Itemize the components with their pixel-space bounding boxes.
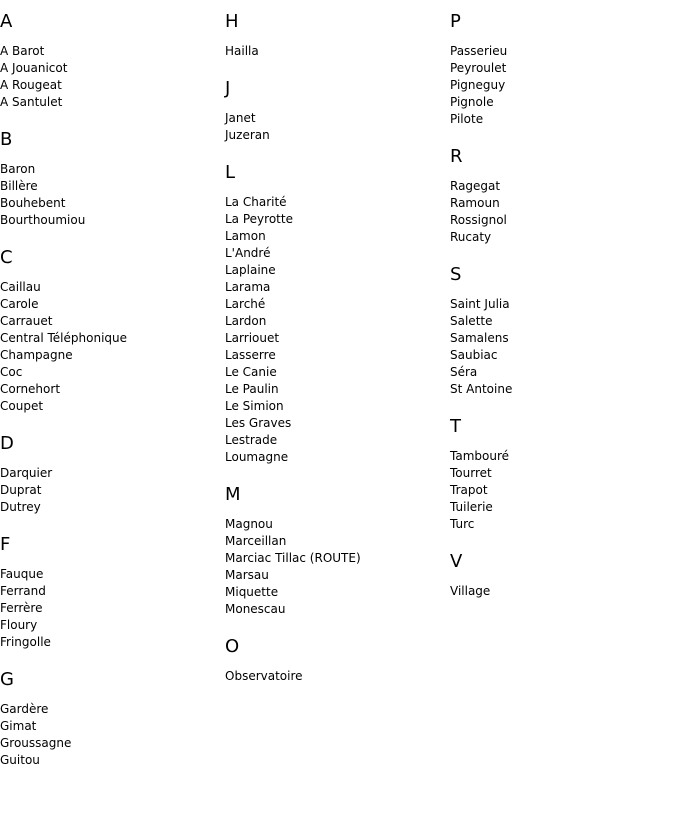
list-item[interactable]: Coupet bbox=[0, 399, 44, 413]
list-item[interactable]: Ferrand bbox=[0, 584, 46, 598]
list-item[interactable]: Lamon bbox=[225, 229, 266, 243]
name-list bbox=[0, 279, 225, 415]
list-item[interactable]: Champagne bbox=[0, 348, 73, 362]
list-item[interactable]: Le Simion bbox=[225, 399, 284, 413]
name-list bbox=[0, 701, 225, 769]
list-item[interactable]: Marceillan bbox=[225, 534, 287, 548]
list-item[interactable]: Larché bbox=[225, 297, 266, 311]
name-list bbox=[450, 583, 675, 600]
list-item[interactable]: Pignole bbox=[450, 95, 494, 109]
letter-group bbox=[0, 12, 225, 111]
list-item[interactable]: Trapot bbox=[450, 483, 488, 497]
name-list bbox=[0, 465, 225, 516]
letter-group bbox=[450, 552, 675, 600]
list-item[interactable]: Dutrey bbox=[0, 500, 41, 514]
name-list bbox=[225, 43, 450, 60]
list-item[interactable]: Central Téléphonique bbox=[0, 331, 128, 345]
list-item[interactable]: Juzeran bbox=[225, 128, 270, 142]
list-item[interactable]: Billère bbox=[0, 179, 38, 193]
list-item[interactable]: Rossignol bbox=[450, 213, 507, 227]
list-item[interactable]: St Antoine bbox=[450, 382, 513, 396]
letter-heading: J bbox=[225, 78, 231, 99]
letter-heading: A bbox=[0, 11, 13, 32]
list-item[interactable]: Les Graves bbox=[225, 416, 292, 430]
list-item[interactable]: L'André bbox=[225, 246, 271, 260]
letter-group bbox=[225, 12, 450, 60]
list-item[interactable]: Samalens bbox=[450, 331, 509, 345]
list-item[interactable]: Turc bbox=[450, 517, 475, 531]
name-list bbox=[450, 178, 675, 246]
list-item[interactable]: Gimat bbox=[0, 719, 37, 733]
name-list bbox=[450, 43, 675, 128]
letter-group bbox=[225, 163, 450, 466]
name-list bbox=[0, 161, 225, 229]
list-item[interactable]: Cornehort bbox=[0, 382, 61, 396]
letter-group bbox=[0, 130, 225, 229]
list-item[interactable]: A Rougeat bbox=[0, 78, 62, 92]
list-item[interactable]: Darquier bbox=[0, 466, 53, 480]
name-list bbox=[225, 668, 450, 685]
list-item[interactable]: A Santulet bbox=[0, 95, 63, 109]
list-item[interactable]: Groussagne bbox=[0, 736, 72, 750]
list-item[interactable]: Gardère bbox=[0, 702, 49, 716]
letter-heading: D bbox=[0, 433, 14, 454]
list-item[interactable]: Hailla bbox=[225, 44, 259, 58]
list-item[interactable]: Bourthoumiou bbox=[0, 213, 86, 227]
list-item[interactable]: Fauque bbox=[0, 567, 44, 581]
letter-heading: F bbox=[0, 534, 11, 555]
letter-group bbox=[225, 485, 450, 618]
list-item[interactable]: Saint Julia bbox=[450, 297, 510, 311]
list-item[interactable]: Peyroulet bbox=[450, 61, 507, 75]
letter-heading: L bbox=[225, 162, 236, 183]
list-item[interactable]: Pigneguy bbox=[450, 78, 506, 92]
list-item[interactable]: Monescau bbox=[225, 602, 286, 616]
list-item[interactable]: Tambouré bbox=[450, 449, 510, 463]
list-item[interactable]: Janet bbox=[225, 111, 256, 125]
list-item[interactable]: Caillau bbox=[0, 280, 41, 294]
list-item[interactable]: Carole bbox=[0, 297, 39, 311]
list-item[interactable]: Le Canie bbox=[225, 365, 277, 379]
list-item[interactable]: A Barot bbox=[0, 44, 45, 58]
letter-group bbox=[450, 147, 675, 246]
list-item[interactable]: Ferrère bbox=[0, 601, 43, 615]
list-item[interactable]: Floury bbox=[0, 618, 38, 632]
list-item[interactable]: Laplaine bbox=[225, 263, 276, 277]
list-item[interactable]: Larama bbox=[225, 280, 271, 294]
list-item[interactable]: Marsau bbox=[225, 568, 269, 582]
list-item[interactable]: Lardon bbox=[225, 314, 267, 328]
list-item[interactable]: A Jouanicot bbox=[0, 61, 68, 75]
letter-group bbox=[225, 637, 450, 685]
list-item[interactable]: Observatoire bbox=[225, 669, 303, 683]
list-item[interactable]: Lasserre bbox=[225, 348, 276, 362]
name-list bbox=[225, 110, 450, 144]
name-list bbox=[0, 43, 225, 111]
letter-heading: B bbox=[0, 129, 13, 150]
letter-group bbox=[0, 248, 225, 415]
letter-group bbox=[225, 79, 450, 144]
letter-heading: M bbox=[225, 484, 241, 505]
letter-group bbox=[0, 434, 225, 516]
letter-heading: T bbox=[450, 416, 461, 437]
letter-heading: S bbox=[450, 264, 462, 285]
letter-heading: R bbox=[450, 146, 463, 167]
letter-group bbox=[450, 12, 675, 128]
letter-heading: O bbox=[225, 636, 240, 657]
list-item[interactable]: Saubiac bbox=[450, 348, 498, 362]
letter-heading: C bbox=[0, 247, 13, 268]
list-item[interactable]: Carrauet bbox=[0, 314, 53, 328]
name-list bbox=[225, 516, 450, 618]
list-item[interactable]: Passerieu bbox=[450, 44, 508, 58]
list-item[interactable]: Duprat bbox=[0, 483, 42, 497]
name-list bbox=[0, 566, 225, 651]
index-column-1 bbox=[0, 12, 225, 788]
letter-heading: H bbox=[225, 11, 239, 32]
letter-heading: G bbox=[0, 669, 14, 690]
list-item[interactable]: Lestrade bbox=[225, 433, 278, 447]
letter-group bbox=[0, 670, 225, 769]
list-item[interactable]: Miquette bbox=[225, 585, 279, 599]
list-item[interactable]: Loumagne bbox=[225, 450, 289, 464]
letter-heading: P bbox=[450, 11, 461, 32]
list-item[interactable]: Marciac Tillac (ROUTE) bbox=[225, 551, 361, 565]
list-item[interactable]: Le Paulin bbox=[225, 382, 279, 396]
list-item[interactable]: Séra bbox=[450, 365, 478, 379]
list-item[interactable]: Pilote bbox=[450, 112, 484, 126]
list-item[interactable]: Fringolle bbox=[0, 635, 51, 649]
list-item[interactable]: Tuilerie bbox=[450, 500, 493, 514]
list-item[interactable]: Guitou bbox=[0, 753, 40, 767]
list-item[interactable]: Bouhebent bbox=[0, 196, 66, 210]
letter-group bbox=[450, 417, 675, 533]
list-item[interactable]: Magnou bbox=[225, 517, 273, 531]
list-item[interactable]: Rucaty bbox=[450, 230, 492, 244]
list-item[interactable]: Larriouet bbox=[225, 331, 280, 345]
list-item[interactable]: Ragegat bbox=[450, 179, 501, 193]
list-item[interactable]: La Peyrotte bbox=[225, 212, 293, 226]
letter-group bbox=[0, 535, 225, 651]
name-list bbox=[450, 296, 675, 398]
name-list bbox=[225, 194, 450, 466]
index-column-2 bbox=[225, 12, 450, 704]
letter-heading: V bbox=[450, 551, 463, 572]
list-item[interactable]: Salette bbox=[450, 314, 493, 328]
list-item[interactable]: Baron bbox=[0, 162, 36, 176]
list-item[interactable]: Ramoun bbox=[450, 196, 500, 210]
name-list bbox=[450, 448, 675, 533]
index-column-3 bbox=[450, 12, 675, 619]
list-item[interactable]: Tourret bbox=[450, 466, 492, 480]
list-item[interactable]: La Charité bbox=[225, 195, 287, 209]
list-item[interactable]: Coc bbox=[0, 365, 23, 379]
letter-group bbox=[450, 265, 675, 398]
list-item[interactable]: Village bbox=[450, 584, 491, 598]
